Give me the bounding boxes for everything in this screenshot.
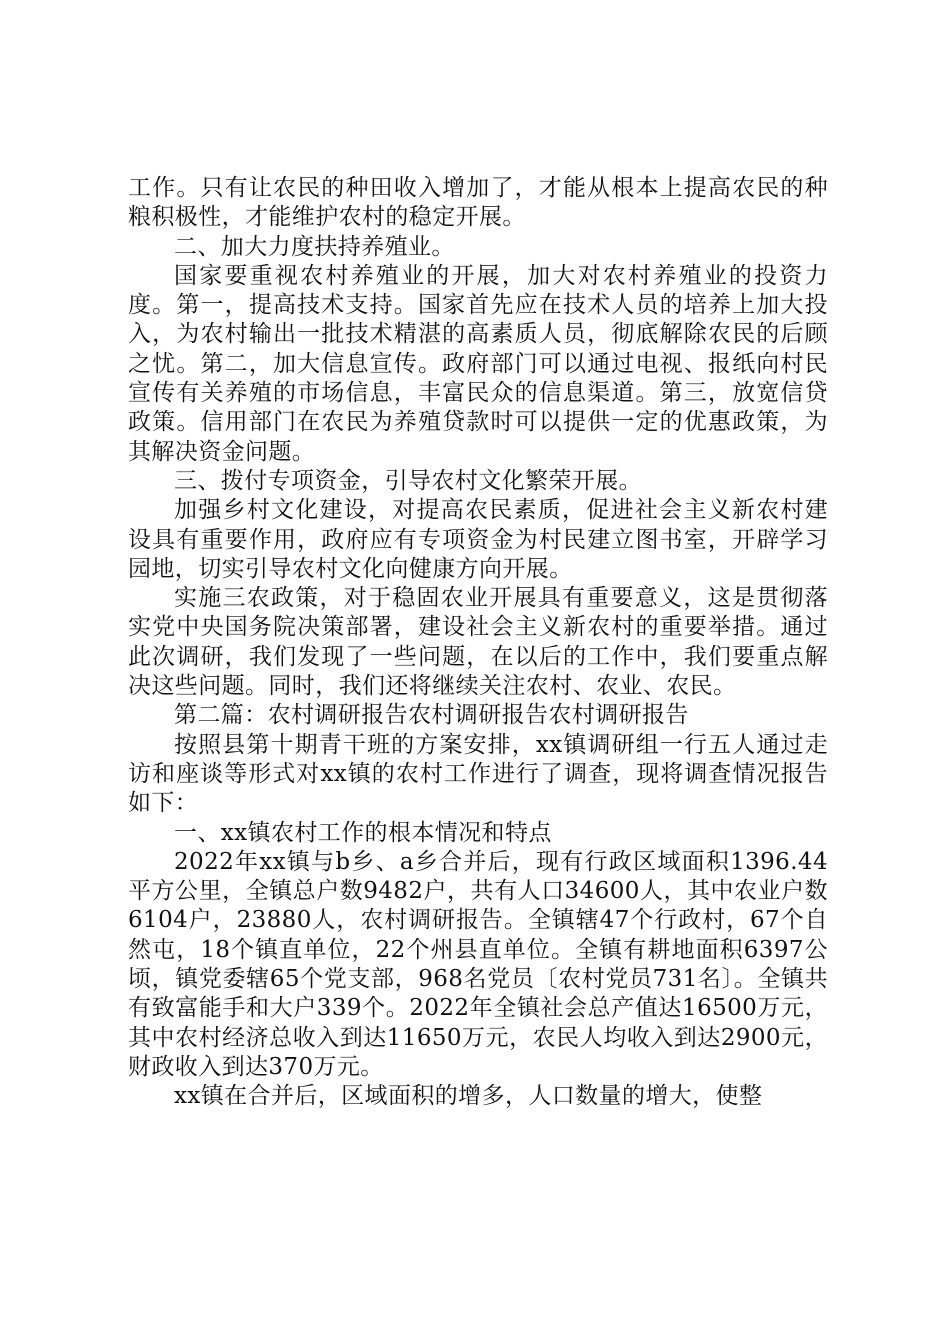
paragraph-rural-culture: 加强乡村文化建设，对提高农民素质，促进社会主义新农村建设具有重要作用，政府应有专项资金为村民建立图书室，开辟学习园地，切实引导农村文化向健康方向开展。 bbox=[128, 497, 828, 582]
heading-part-two: 第二篇：农村调研报告农村调研报告农村调研报告 bbox=[174, 702, 689, 729]
paragraph-statistics: 2022年xx镇与b乡、a乡合并后，现有行政区域面积1396.44平方公里，全镇总户数9482户，共有人口34600人，其中农业户数6104户，23880人，农村调研报告。全镇辖47个行政村，67个自然屯，18个镇直单位，22个州县直单位。全镇有耕地面积6397公顷，镇党委辖65个党支部，968名党员〔农村党员731名〕。全镇共有致富能手和大户339个。2022年全镇社会总产值达16500万元，其中农村经济总收入到达11650万元，农民人均收入到达2900元，财政收入到达370万元。 bbox=[128, 848, 828, 1080]
paragraph-intro: 按照县第十期青干班的方案安排，xx镇调研组一行五人通过走访和座谈等形式对xx镇的农村工作进行了调查，现将调查情况报告如下： bbox=[128, 731, 828, 817]
heading-basic-situation: 一、xx镇农村工作的根本情况和特点 bbox=[174, 819, 552, 846]
document-page bbox=[128, 174, 828, 1112]
heading-section-two: 二、加大力度扶持养殖业。 bbox=[174, 233, 455, 260]
heading-section-three: 三、拨付专项资金，引导农村文化繁荣开展。 bbox=[174, 467, 642, 494]
paragraph-merger: xx镇在合并后，区域面积的增多，人口数量的增大，使整 bbox=[174, 1083, 763, 1110]
paragraph-conclusion: 实施三农政策，对于稳固农业开展具有重要意义，这是贯彻落实党中央国务院决策部署，建设社会主义新农村的重要举措。通过此次调研，我们发现了一些问题，在以后的工作中，我们要重点解决这些问题。同时，我们还将继续关注农村、农业、农民。 bbox=[128, 585, 828, 700]
paragraph-continuation: 工作。只有让农民的种田收入增加了，才能从根本上提高农民的种粮积极性，才能维护农村的稳定开展。 bbox=[128, 175, 828, 231]
paragraph-livestock-support: 国家要重视农村养殖业的开展，加大对农村养殖业的投资力度。第一，提高技术支持。国家首先应在技术人员的培养上加大投入，为农村输出一批技术精湛的高素质人员，彻底解除农民的后顾之忧。第二，加大信息宣传。政府部门可以通过电视、报纸向村民宣传有关养殖的市场信息，丰富民众的信息渠道。第三，放宽信贷政策。信用部门在农民为养殖贷款时可以提供一定的优惠政策，为其解决资金问题。 bbox=[128, 262, 828, 465]
